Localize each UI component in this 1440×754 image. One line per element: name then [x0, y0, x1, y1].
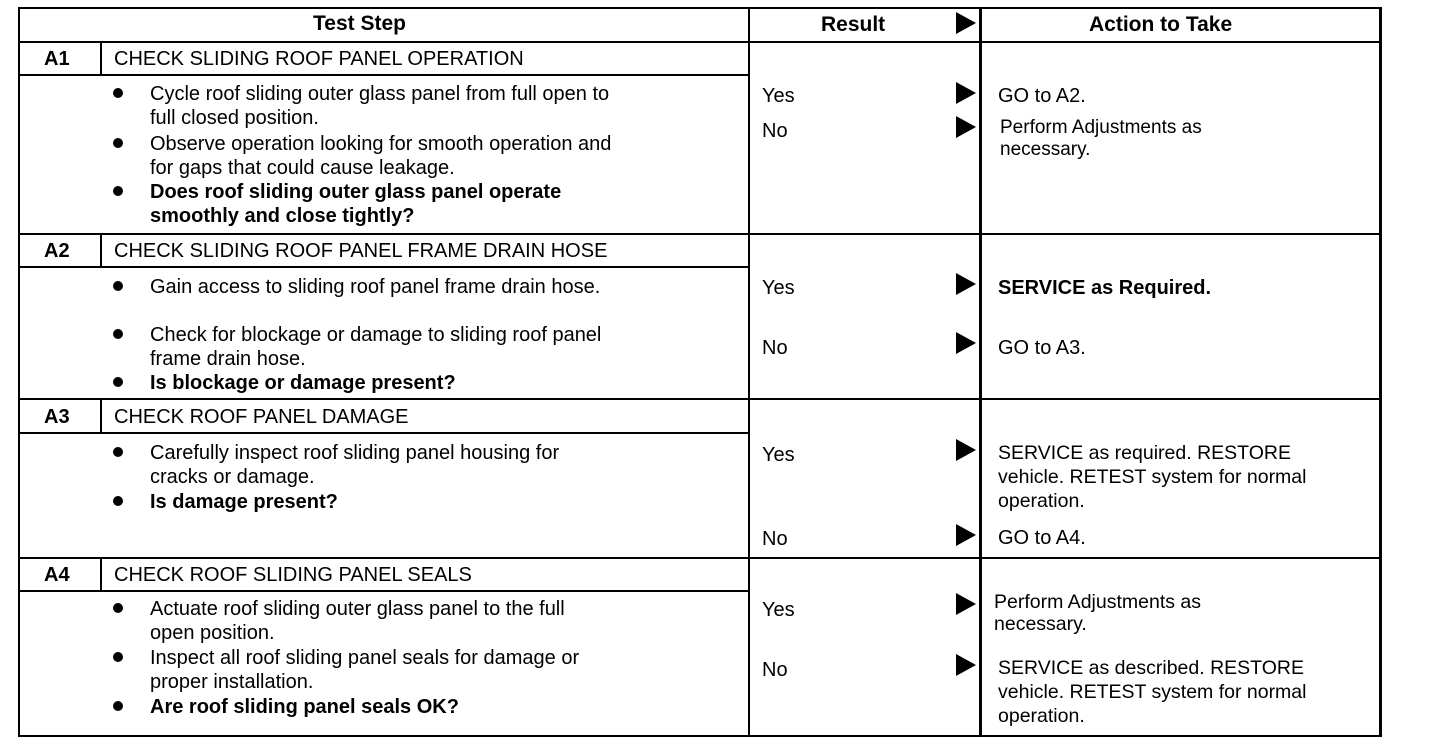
- step-a1-bullet-3: Does roof sliding outer glass panel operate smoothly and close tightly?: [150, 181, 562, 227]
- arrow-icon: [956, 654, 976, 676]
- step-a1-bullet-2: Observe operation looking for smooth operation and for gaps that could cause leakage.: [150, 133, 612, 179]
- bullet-icon: [113, 329, 123, 339]
- action-a1-no: Perform Adjustments as necessary.: [1000, 117, 1202, 160]
- header-action: Action to Take: [1089, 13, 1233, 36]
- step-title-a1: CHECK SLIDING ROOF PANEL OPERATION: [114, 48, 524, 70]
- id-divider-a4: [100, 557, 102, 591]
- col-divider-result: [748, 7, 750, 737]
- result-a2-yes: Yes: [762, 277, 795, 299]
- action-a2-yes: SERVICE as Required.: [998, 277, 1212, 299]
- action-a4-no: SERVICE as described. RESTORE vehicle. RETEST system for normal operation.: [998, 657, 1307, 727]
- result-a1-no: No: [762, 120, 788, 142]
- action-a4-yes: Perform Adjustments as necessary.: [994, 591, 1201, 635]
- bullet-icon: [113, 281, 123, 291]
- step-id-a3: A3: [44, 406, 70, 428]
- arrow-icon: [956, 273, 976, 295]
- arrow-icon: [956, 439, 976, 461]
- header-test-step: Test Step: [313, 12, 406, 35]
- step-a3-bullet-1: Carefully inspect roof sliding panel housing for cracks or damage.: [150, 442, 560, 488]
- title-divider-a3: [18, 432, 750, 434]
- frame-left: [18, 7, 20, 737]
- title-divider-a1: [18, 74, 750, 76]
- result-a1-yes: Yes: [762, 85, 795, 107]
- arrow-icon: [956, 116, 976, 138]
- arrow-icon: [956, 82, 976, 104]
- result-a2-no: No: [762, 337, 788, 359]
- section-divider-a3: [18, 398, 1382, 400]
- col-divider-action: [979, 7, 982, 737]
- step-a4-bullet-2: Inspect all roof sliding panel seals for damage or proper installation.: [150, 647, 580, 693]
- bullet-icon: [113, 186, 123, 196]
- section-divider-a4: [18, 557, 1382, 559]
- bullet-icon: [113, 88, 123, 98]
- bullet-icon: [113, 377, 123, 387]
- header-result: Result: [821, 13, 886, 36]
- bullet-icon: [113, 138, 123, 148]
- id-divider-a3: [100, 398, 102, 433]
- result-a3-no: No: [762, 528, 788, 550]
- result-a4-yes: Yes: [762, 599, 795, 621]
- step-id-a2: A2: [44, 240, 70, 262]
- bullet-icon: [113, 447, 123, 457]
- step-title-a4: CHECK ROOF SLIDING PANEL SEALS: [114, 564, 472, 586]
- bullet-icon: [113, 701, 123, 711]
- frame-top: [18, 7, 1382, 9]
- id-divider-a1: [100, 41, 102, 75]
- action-a2-no: GO to A3.: [998, 337, 1086, 359]
- action-a3-no: GO to A4.: [998, 527, 1086, 549]
- action-a1-yes: GO to A2.: [998, 85, 1086, 107]
- section-divider-a2: [18, 233, 1382, 235]
- bullet-icon: [113, 652, 123, 662]
- bullet-icon: [113, 603, 123, 613]
- header-arrow-icon: [956, 12, 976, 34]
- step-a3-bullet-2: Is damage present?: [150, 491, 338, 513]
- action-a3-yes: SERVICE as required. RESTORE vehicle. RETEST system for normal operation.: [998, 442, 1307, 512]
- arrow-icon: [956, 332, 976, 354]
- frame-bottom: [18, 735, 1382, 737]
- arrow-icon: [956, 524, 976, 546]
- step-a1-bullet-1: Cycle roof sliding outer glass panel from full open to full closed position.: [150, 83, 610, 129]
- title-divider-a2: [18, 266, 750, 268]
- arrow-icon: [956, 593, 976, 615]
- result-a4-no: No: [762, 659, 788, 681]
- step-id-a4: A4: [44, 564, 70, 586]
- step-a2-bullet-1: Gain access to sliding roof panel frame drain hose.: [150, 276, 601, 298]
- step-a2-bullet-3: Is blockage or damage present?: [150, 372, 456, 394]
- step-title-a2: CHECK SLIDING ROOF PANEL FRAME DRAIN HOSE: [114, 240, 608, 262]
- result-a3-yes: Yes: [762, 444, 795, 466]
- step-id-a1: A1: [44, 48, 70, 70]
- step-a2-bullet-2: Check for blockage or damage to sliding roof panel frame drain hose.: [150, 324, 602, 370]
- step-a4-bullet-3: Are roof sliding panel seals OK?: [150, 696, 459, 718]
- frame-right: [1379, 7, 1382, 737]
- bullet-icon: [113, 496, 123, 506]
- step-a4-bullet-1: Actuate roof sliding outer glass panel to the full open position.: [150, 598, 565, 644]
- id-divider-a2: [100, 233, 102, 267]
- step-title-a3: CHECK ROOF PANEL DAMAGE: [114, 406, 409, 428]
- header-divider: [18, 41, 1382, 43]
- title-divider-a4: [18, 590, 750, 592]
